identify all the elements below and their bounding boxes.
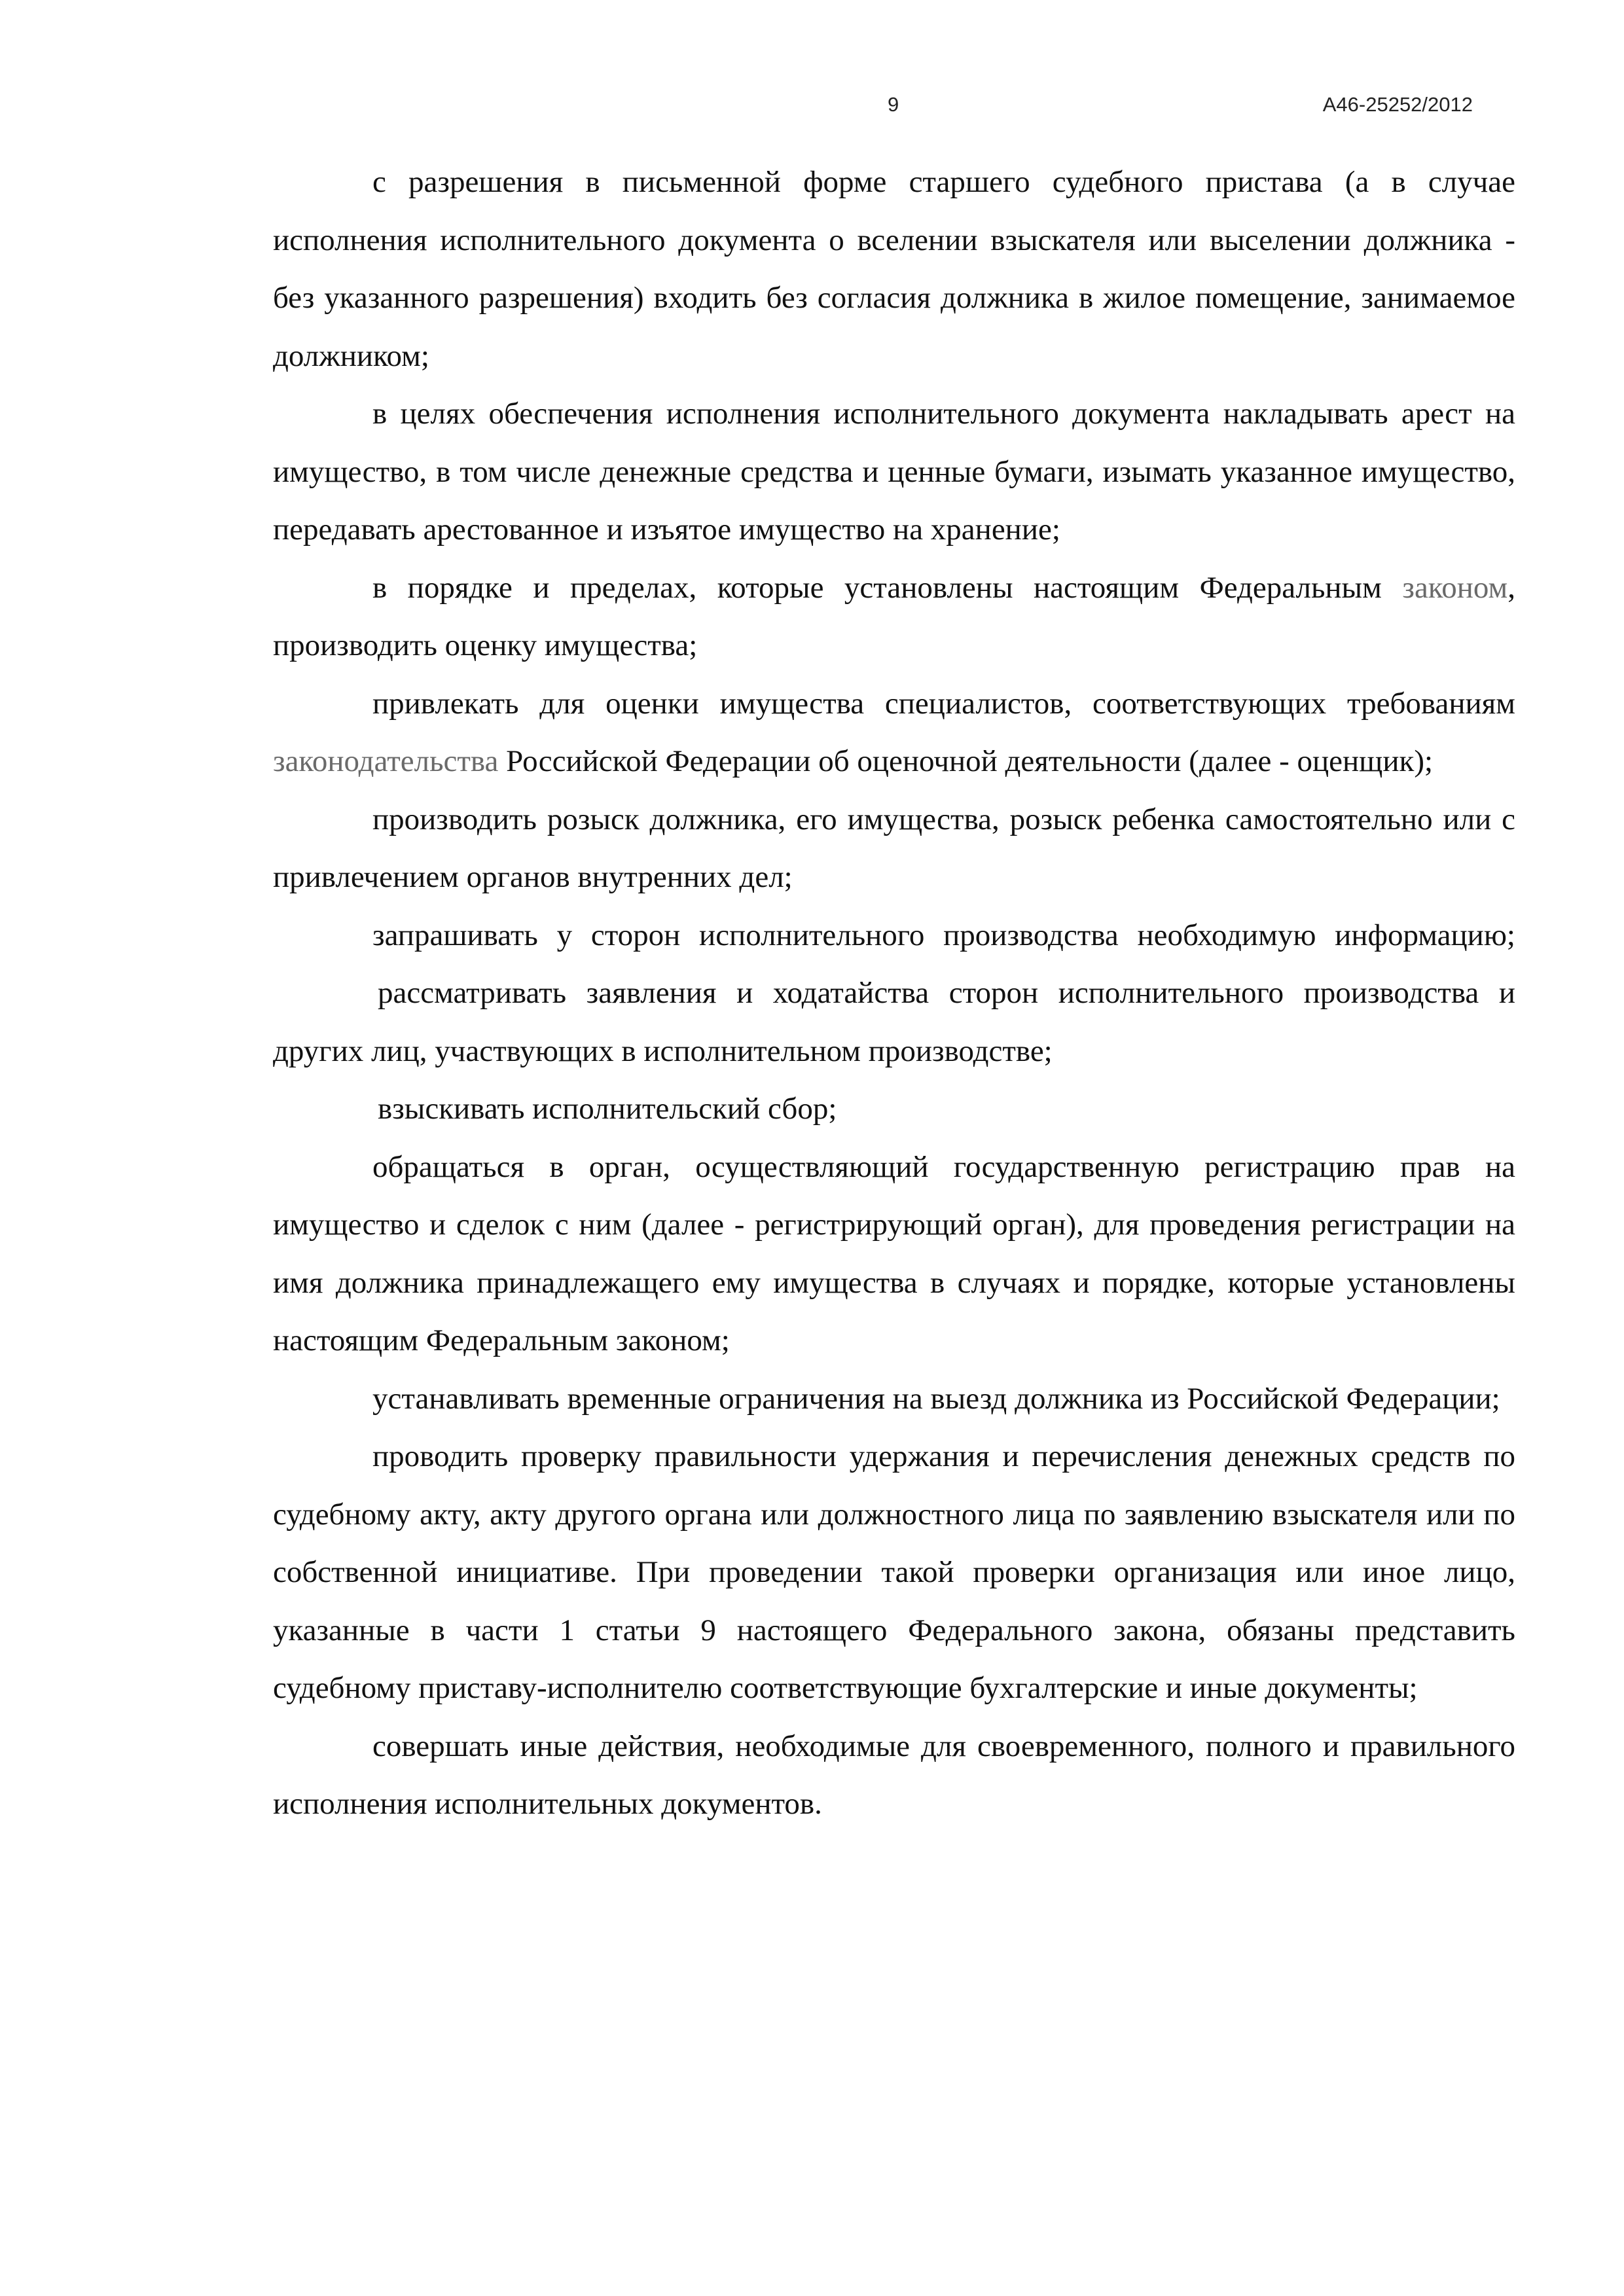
paragraph-text: Российской Федерации об оценочной деятельности (далее - оценщик); <box>498 744 1434 778</box>
paragraph-collect-fee: взыскивать исполнительский сбор; <box>378 1092 837 1126</box>
paragraph-consider-applications: рассматривать заявления и ходатайства сторон исполнительного производства и других лиц, участвующих в исполнительном производстве; <box>273 976 1515 1068</box>
paragraph-search-debtor: производить розыск должника, его имущества, розыск ребенка самостоятельно или с привлечением органов внутренних дел; <box>273 802 1515 894</box>
paragraph-travel-restriction: устанавливать временные ограничения на выезд должника из Российской Федерации; <box>372 1381 1500 1416</box>
paragraph-appraisers <box>273 675 1515 791</box>
paragraph-verification: проводить проверку правильности удержания и перечисления денежных средств по судебному акту, акту другого органа или должностного лица по заявлению взыскателя или по собственной инициативе. При проведении такой проверки организация или иное лицо, указанные в части 1 статьи 9 настоящего Федерального закона, обязаны представить судебному приставу-исполнителю соответствующие бухгалтерские и иные документы; <box>273 1439 1515 1705</box>
paragraph-property-valuation <box>273 559 1515 675</box>
paragraph-other-actions: совершать иные действия, необходимые для своевременного, полного и правильного исполнения исполнительных документов. <box>273 1729 1515 1821</box>
page-number: 9 <box>888 93 899 116</box>
paragraph-registration-authority: обращаться в орган, осуществляющий государственную регистрацию прав на имущество и сделок с ним (далее - регистрирующий орган), для проведения регистрации на имя должника принадлежащего ему имущества в случаях и порядке, которые установлены настоящим Федеральным законом; <box>273 1149 1515 1357</box>
case-number: А46-25252/2012 <box>1322 93 1473 116</box>
paragraph-entry-permission: с разрешения в письменной форме старшего судебного пристава (а в случае исполнения исполнительного документа о вселении взыскателя или выселении должника - без указанного разрешения) входить без согласия должника в жилое помещение, занимаемое должником; <box>273 165 1515 373</box>
document-body <box>273 153 1515 1833</box>
page-header <box>0 93 1624 126</box>
paragraph-request-information: запрашивать у сторон исполнительного производства необходимую информацию; <box>372 918 1515 952</box>
paragraph-text: , производить оценку имущества; <box>273 570 1515 662</box>
paragraph-text: привлекать для оценки имущества специалистов, соответствующих требованиям <box>372 686 1515 721</box>
legislation-link[interactable]: законодательства <box>273 744 499 778</box>
law-link[interactable]: законом <box>1402 570 1508 605</box>
paragraph-text: в порядке и пределах, которые установлены настоящим Федеральным <box>372 570 1403 605</box>
paragraph-arrest-property: в целях обеспечения исполнения исполнительного документа накладывать арест на имущество, в том числе денежные средства и ценные бумаги, изымать указанное имущество, передавать арестованное и изъятое имущество на хранение; <box>273 397 1515 547</box>
